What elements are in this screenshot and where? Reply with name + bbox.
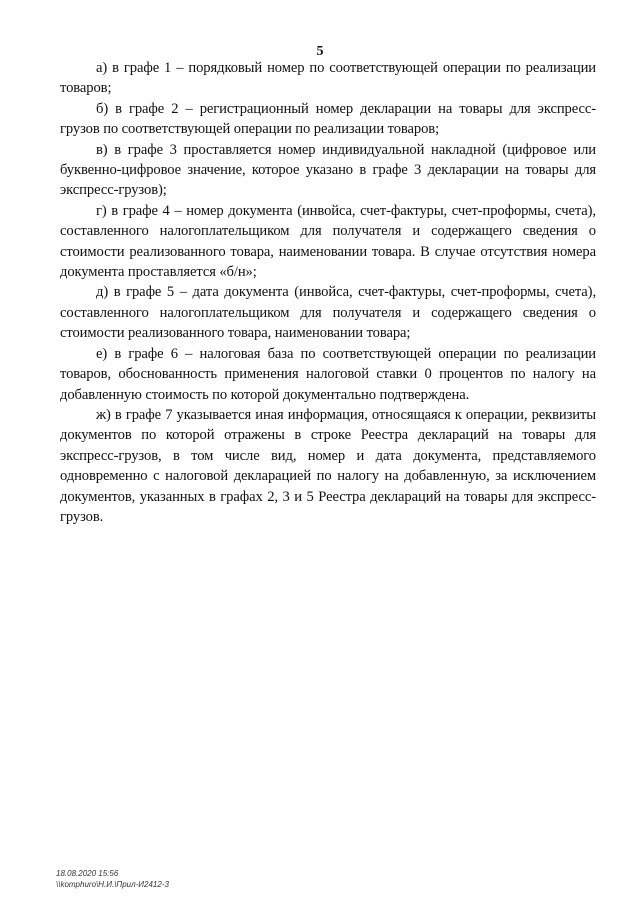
paragraph-a: а) в графе 1 – порядковый номер по соответствующей операции по реализации товаров; — [60, 60, 596, 97]
paragraph-d: д) в графе 5 – дата документа (инвойса, счет-фактуры, счет-проформы, счета), составленного налогоплательщиком для получателя и содержащего сведения о стоимости реализованного товара, наименовании товара; — [60, 284, 596, 342]
paragraph-v: в) в графе 3 проставляется номер индивидуальной накладной (цифровое или буквенно-цифровое значение, которое указано в графе 3 декларации на товары для экспресс-грузов); — [60, 141, 596, 199]
page-number: 5 — [316, 44, 324, 59]
paragraph-zh: ж) в графе 7 указывается иная информация, относящаяся к операции, реквизиты документов по которой отражены в строке Реестра деклараций на товары для экспресс-грузов, в том числе вид, номер и дата документа, представляемого одновременно с налоговой декларацией по налогу на добавленную, за исключением документов, указанных в графах 2, 3 и 5 Реестра деклараций на товары для экспресс-грузов. — [60, 406, 596, 525]
footer-file-path: \\komphuro\Н.И.\Прил-И2412-3 — [56, 880, 169, 889]
paragraph-e: е) в графе 6 – налоговая база по соответствующей операции по реализации товаров, обоснованность применения налоговой ставки 0 процентов по налогу на добавленную стоимость по которой документально подтверждена. — [60, 345, 596, 403]
paragraph-g: г) в графе 4 – номер документа (инвойса, счет-фактуры, счет-проформы, счета), составленного налогоплательщиком для получателя и содержащего сведения о стоимости реализованного товара, наименовании товара. В случае отсутствия номера документа проставляется «б/н»; — [60, 202, 596, 281]
footer-stamp — [56, 868, 169, 890]
footer-timestamp: 18.08.2020 15:56 — [56, 869, 119, 878]
document-body — [60, 58, 596, 527]
paragraph-b: б) в графе 2 – регистрационный номер декларации на товары для экспресс-грузов по соответствующей операции по реализации товаров; — [60, 100, 596, 138]
